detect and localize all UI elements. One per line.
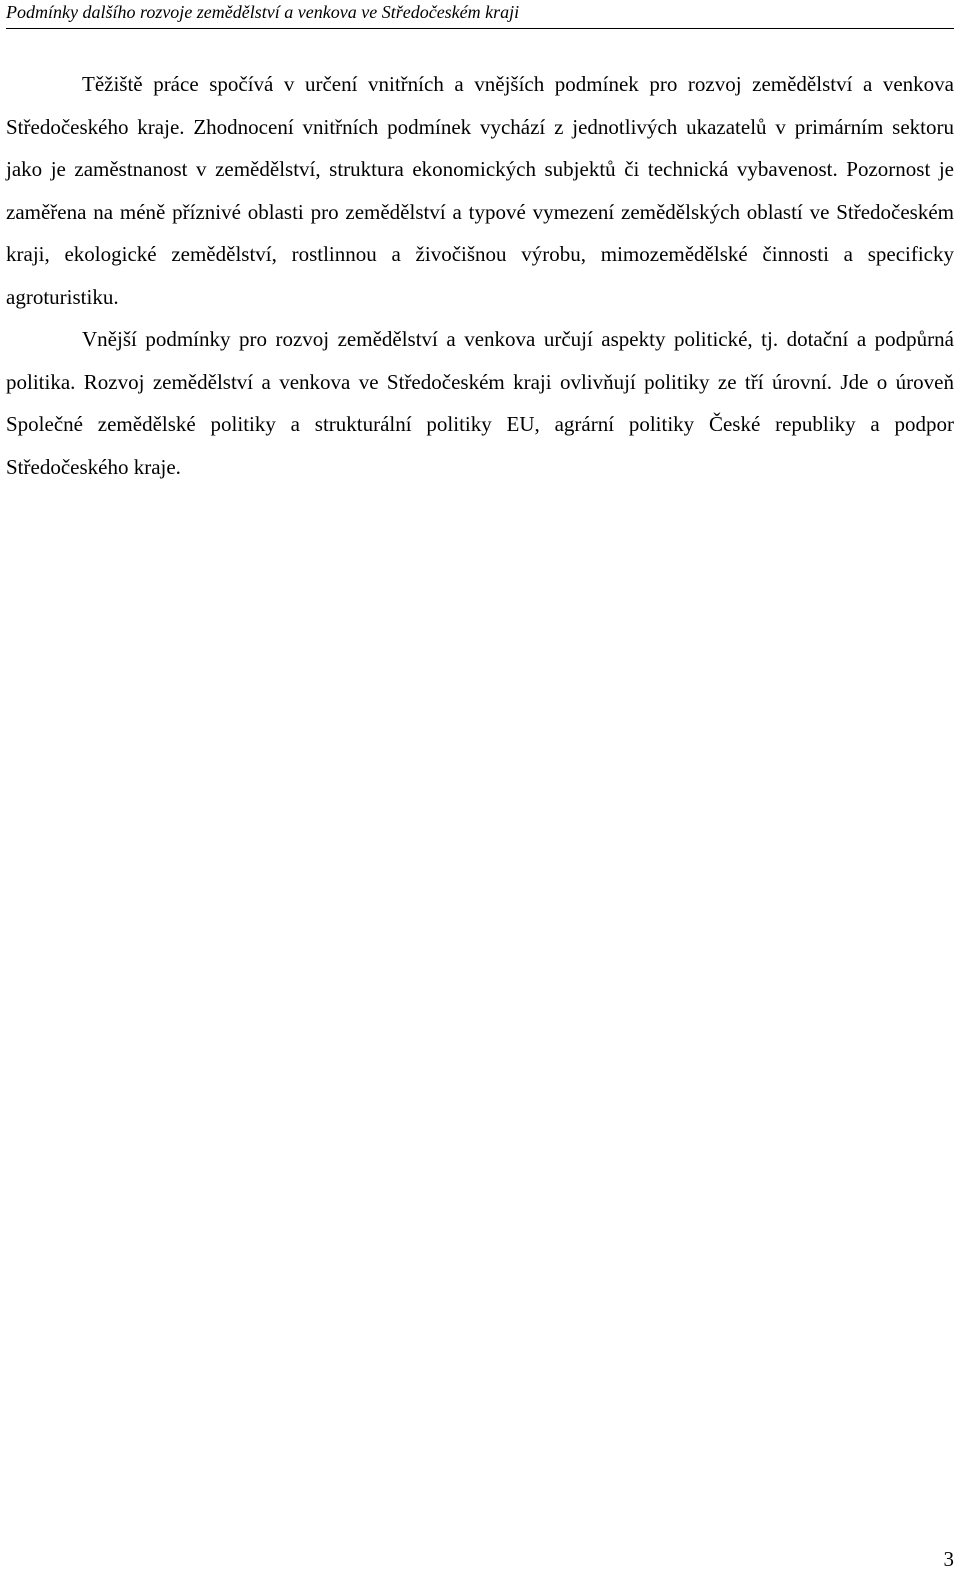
running-header: [6, 0, 954, 29]
document-body: [6, 63, 954, 488]
paragraph-internal-conditions: Těžiště práce spočívá v určení vnitřních a vnějších podmínek pro rozvoj zemědělství a venkova Středočeského kraje. Zhodnocení vnitřních podmínek vychází z jednotlivých ukazatelů v primárním sektoru jako je zaměstnanost v zemědělství, struktura ekonomických subjektů či technická vybavenost. Pozornost je zaměřena na méně příznivé oblasti pro zemědělství a typové vymezení zemědělských oblastí ve Středočeském kraji, ekologické zemědělství, rostlinnou a živočišnou výrobu, mimozemědělské činnosti a specificky agroturistiku.: [6, 72, 954, 309]
paragraph-external-conditions: Vnější podmínky pro rozvoj zemědělství a venkova určují aspekty politické, tj. dotační a podpůrná politika. Rozvoj zemědělství a venkova ve Středočeském kraji ovlivňují politiky ze tří úrovní. Jde o úroveň Společné zemědělské politiky a strukturální politiky EU, agrární politiky České republiky a podpor Středočeského kraje.: [6, 327, 954, 479]
running-header-title: Podmínky dalšího rozvoje zemědělství a venkova ve Středočeském kraji: [6, 2, 520, 22]
page-number: 3: [943, 1547, 954, 1571]
